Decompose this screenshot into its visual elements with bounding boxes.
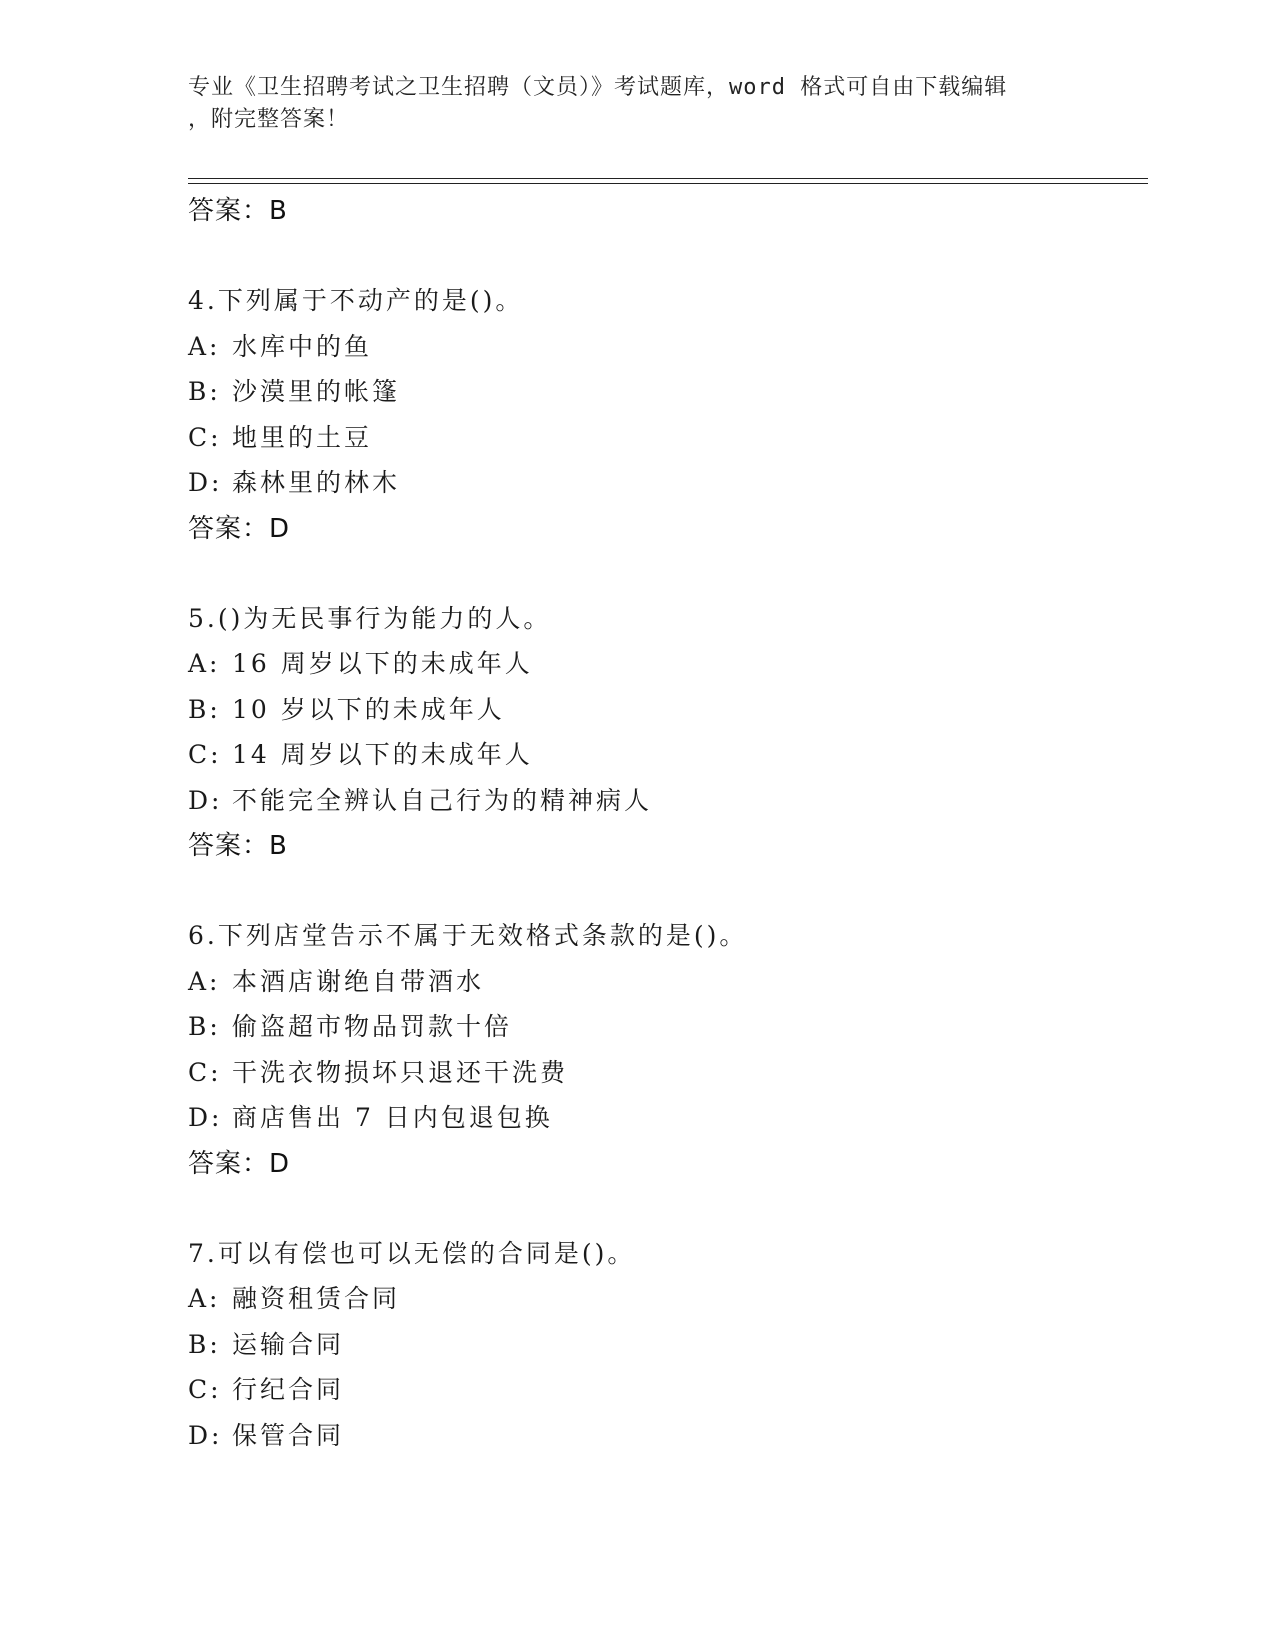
header-rule-bottom	[188, 183, 1148, 184]
option-letter: C:	[188, 422, 222, 452]
answer-line: 答案：B	[188, 196, 288, 226]
option-text: 16 周岁以下的未成年人	[232, 649, 533, 678]
option-text: 干洗衣物损坏只退还干洗费	[232, 1057, 569, 1087]
option-letter: D:	[188, 1103, 223, 1132]
option-text: 水库中的鱼	[232, 331, 373, 361]
option-letter: A:	[188, 649, 221, 678]
question-stem: 5.()为无民事行为能力的人。	[188, 603, 552, 633]
question-stem: 4.下列属于不动产的是()。	[188, 286, 524, 315]
option-letter: A:	[188, 1284, 221, 1313]
option-c	[188, 1367, 1148, 1413]
answer-line: 答案：B	[188, 831, 288, 861]
option-d	[188, 778, 1148, 824]
option-letter: B:	[188, 1329, 221, 1359]
option-text: 商店售出 7 日内包退包换	[232, 1103, 553, 1132]
option-a	[188, 959, 1148, 1005]
option-d	[188, 1413, 1148, 1459]
header-rule-top	[188, 178, 1148, 179]
option-c	[188, 1050, 1148, 1096]
option-text: 本酒店谢绝自带酒水	[232, 966, 485, 996]
option-text: 沙漠里的帐篷	[232, 377, 401, 406]
option-d	[188, 460, 1148, 506]
question-stem: 6.下列店堂告示不属于无效格式条款的是()。	[188, 921, 748, 950]
question-block	[188, 1231, 1148, 1459]
option-letter: C:	[188, 740, 222, 769]
option-letter: C:	[188, 1375, 222, 1404]
option-b	[188, 369, 1148, 415]
option-text: 保管合同	[232, 1420, 345, 1450]
option-c	[188, 732, 1148, 778]
question-block	[188, 278, 1148, 552]
option-text: 森林里的林木	[232, 468, 401, 497]
question-stem: 7.可以有偿也可以无偿的合同是()。	[188, 1238, 636, 1268]
option-letter: B:	[188, 1012, 221, 1041]
option-text: 地里的土豆	[232, 422, 373, 452]
question-list	[188, 188, 1148, 1458]
option-letter: B:	[188, 377, 221, 406]
option-b	[188, 1322, 1148, 1368]
option-c	[188, 415, 1148, 461]
option-letter: B:	[188, 694, 221, 724]
option-b	[188, 1004, 1148, 1050]
option-a	[188, 1276, 1148, 1322]
option-letter: D:	[188, 785, 223, 815]
option-text: 行纪合同	[232, 1375, 345, 1404]
option-letter: D:	[188, 1420, 223, 1450]
question-block	[188, 913, 1148, 1187]
option-a	[188, 324, 1148, 370]
option-letter: A:	[188, 966, 221, 996]
option-letter: A:	[188, 331, 221, 361]
question-block	[188, 596, 1148, 870]
option-a	[188, 641, 1148, 687]
option-text: 10 岁以下的未成年人	[232, 694, 505, 724]
answer-line: 答案：D	[188, 1148, 291, 1179]
option-text: 14 周岁以下的未成年人	[232, 740, 533, 769]
option-text: 不能完全辨认自己行为的精神病人	[232, 785, 653, 815]
option-d	[188, 1095, 1148, 1141]
option-letter: D:	[188, 468, 223, 497]
option-b	[188, 687, 1148, 733]
option-text: 运输合同	[232, 1329, 345, 1359]
option-text: 偷盗超市物品罚款十倍	[232, 1012, 513, 1041]
option-letter: C:	[188, 1057, 222, 1087]
header-note: 专业《卫生招聘考试之卫生招聘（文员）》考试题库，word 格式可自由下载编辑 ，附完整答案！	[188, 75, 1008, 132]
answer-line: 答案：D	[188, 513, 291, 544]
option-text: 融资租赁合同	[232, 1284, 401, 1313]
